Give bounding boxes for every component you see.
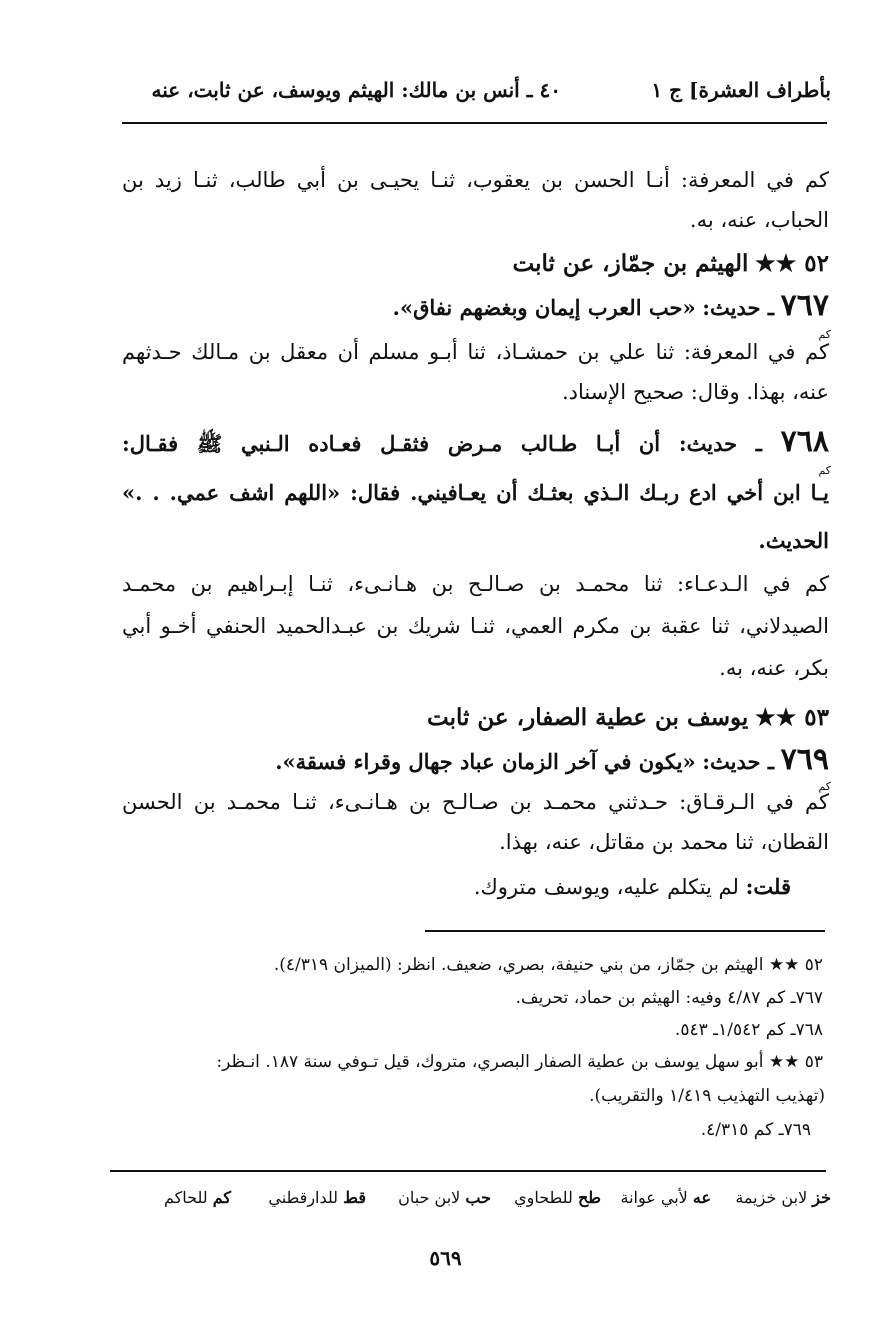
margin-siglum: كم	[818, 780, 831, 793]
hadith-text: «يكون في آخر الزمان عباد جهال وقراء فسقة».	[275, 749, 696, 774]
hadith-number: ٧٦٩	[780, 742, 829, 777]
abbreviation-item: طح للطحاوي	[514, 1188, 601, 1207]
section-title: الهيثم بن جمّاز، عن ثابت	[512, 250, 749, 277]
hadith-number: ٧٦٨	[780, 424, 830, 459]
hadith-label: ـ حديث:	[702, 749, 774, 774]
hadith-line: يـا ابن أخي ادع ربـك الـذي بعثـك أن يعـافيني. فقال: «اللهم اشف عمي. . .»	[122, 480, 829, 505]
running-header-volume: بأطراف العشرة] ج ١	[651, 78, 831, 102]
section-number: ٥٢ ★★	[755, 250, 829, 277]
hadith-number: ٧٦٧	[780, 288, 829, 323]
footnote: ٥٢ ★★ الهيثم بن جمّاز، من بني حنيفة، بصري، ضعيف. انظر: (الميزان ٤/٣١٩).	[273, 955, 823, 975]
hadith-label: ـ حديث:	[702, 295, 774, 320]
running-header-chapter: ٤٠ ـ أنس بن مالك: الهيثم ويوسف، عن ثابت، عنه	[151, 78, 561, 102]
note-text: لم يتكلم عليه، ويوسف متروك.	[473, 875, 739, 899]
hadith-767	[393, 288, 829, 323]
paragraph-line: عنه، بهذا. وقال: صحيح الإسناد.	[561, 380, 829, 404]
margin-siglum: كم	[818, 328, 831, 341]
section-number: ٥٣ ★★	[755, 704, 829, 731]
hadith-769	[275, 742, 829, 777]
header-rule	[122, 122, 827, 124]
editor-note	[474, 874, 791, 899]
margin-siglum: كم	[818, 464, 831, 477]
abbreviation-item: خز لابن خزيمة	[735, 1188, 831, 1207]
hadith-label: ـ حديث:	[678, 431, 762, 456]
footnote: ٥٣ ★★ أبو سهل يوسف بن عطية الصفار البصري، متروك، قيل تـوفي سنة ١٨٧. انـظر:	[216, 1052, 823, 1072]
note-label: قلت:	[745, 874, 791, 899]
abbreviation-item: عه لأبي عوانة	[620, 1188, 711, 1207]
hadith-line: الحديث.	[758, 528, 829, 553]
footnote: ٧٦٨ـ كم ١/٥٤٢ـ ٥٤٣.	[674, 1020, 823, 1040]
footnote: (تهذيب التهذيب ١/٤١٩ والتقريب).	[589, 1086, 825, 1106]
section-heading-52	[513, 250, 829, 277]
paragraph-line: كم في الـدعـاء: ثنا محمـد بن صـالـح بن هـانـىء، ثنـا إبـراهيم بن محمـد	[122, 572, 829, 596]
footnote-rule	[425, 930, 825, 932]
legend-rule	[110, 1170, 826, 1172]
paragraph-line: القطان، ثنا محمد بن مقاتل، عنه، بهذا.	[499, 830, 829, 854]
paragraph-line: كم في الـرقـاق: حـدثني محمـد بن صـالـح بن هـانـىء، ثنـا محمـد بن الحسن	[122, 790, 829, 814]
section-heading-53	[427, 704, 829, 731]
abbreviation-item: كم للحاكم	[164, 1188, 231, 1207]
abbreviation-item: قط للدارقطني	[268, 1188, 366, 1207]
paragraph-line: الحباب، عنه، به.	[689, 208, 829, 232]
page-number: ٥٦٩	[429, 1246, 462, 1270]
paragraph-line: كم في المعرفة: أنـا الحسن بن يعقوب، ثنـا يحيـى بن أبي طالب، ثنـا زيد بن	[122, 168, 829, 192]
footnote: ٧٦٧ـ كم ٤/٨٧ وفيه: الهيثم بن حماد، تحريف.	[515, 988, 823, 1008]
hadith-text: أن أبـا طـالب مـرض فثقـل فعـاده الـنبي ﷺ فقـال:	[122, 431, 661, 456]
footnote: ٧٦٩ـ كم ٤/٣١٥.	[700, 1120, 811, 1140]
paragraph-line: بكر، عنه، به.	[719, 656, 829, 680]
paragraph-line: كم في المعرفة: ثنا علي بن حمشـاذ، ثنا أبـو مسلم أن معقل بن مـالك حـدثهم	[122, 340, 829, 364]
section-title: يوسف بن عطية الصفار، عن ثابت	[427, 704, 749, 731]
abbreviation-item: حب لابن حبان	[398, 1188, 491, 1207]
hadith-text: «حب العرب إيمان وبغضهم نفاق».	[392, 295, 696, 320]
hadith-768	[122, 424, 829, 462]
paragraph-line: الصيدلاني، ثنا عقبة بن مكرم العمي، ثنـا شريك بن عبـدالحميد الحنفي أخـو أبي	[122, 614, 829, 638]
